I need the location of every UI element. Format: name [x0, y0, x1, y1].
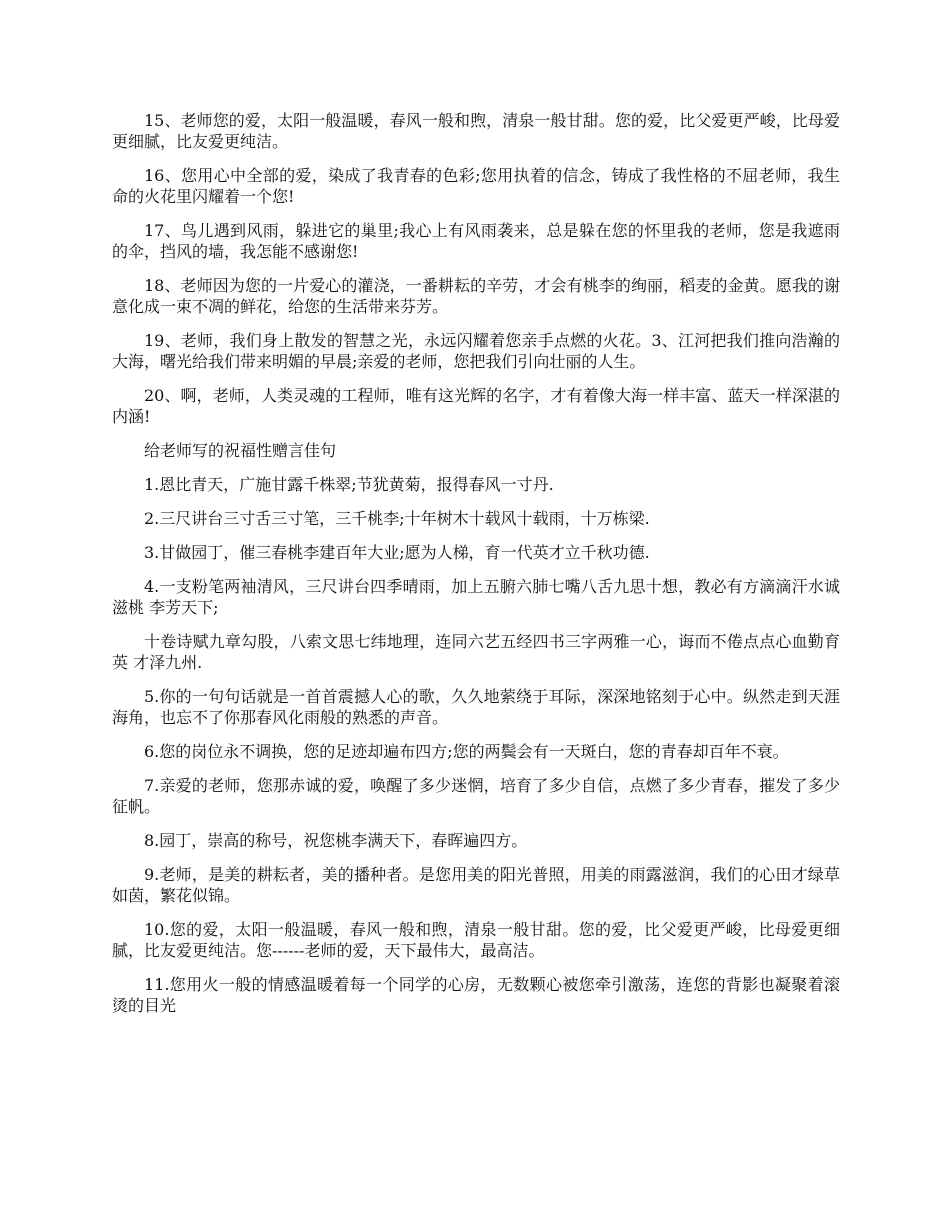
- list-item-7: 7.亲爱的老师，您那赤诚的爱，唤醒了多少迷惘，培育了多少自信，点燃了多少青春，摧发了多少征帆。: [112, 776, 840, 816]
- list-item-5: 5.你的一句句话就是一首首震撼人心的歌，久久地萦绕于耳际，深深地铭刻于心中。纵然走到天涯海角，也忘不了你那春风化雨般的熟悉的声音。: [112, 687, 840, 727]
- list-item-1: 1.恩比青天，广施甘露千株翠;节犹黄菊，报得春风一寸丹.: [144, 475, 554, 494]
- list-item-11: 11.您用火一般的情感温暖着每一个同学的心房，无数颗心被您牵引激荡，连您的背影也凝聚着滚烫的目光: [112, 975, 840, 1015]
- paragraph-15: 15、老师您的爱，太阳一般温暖，春风一般和煦，清泉一般甘甜。您的爱，比父爱更严峻，比母爱更细腻，比友爱更纯洁。: [112, 111, 840, 151]
- paragraph-20: 20、啊，老师，人类灵魂的工程师，唯有这光辉的名字，才有着像大海一样丰富、蓝天一样深湛的内涵!: [112, 386, 840, 426]
- list-item-10: 10.您的爱，太阳一般温暖，春风一般和煦，清泉一般甘甜。您的爱，比父爱更严峻，比母爱更细腻，比友爱更纯洁。您------老师的爱，天下最伟大，最高洁。: [112, 920, 840, 960]
- list-item-2: 2.三尺讲台三寸舌三寸笔，三千桃李;十年树木十载风十载雨，十万栋梁.: [144, 509, 650, 528]
- paragraph-18: 18、老师因为您的一片爱心的灌浇，一番耕耘的辛劳，才会有桃李的绚丽，稻麦的金黄。愿我的谢意化成一束不凋的鲜花，给您的生活带来芬芳。: [112, 276, 840, 316]
- list-item-4: 4.一支粉笔两袖清风，三尺讲台四季晴雨，加上五腑六肺七嘴八舌九思十想，教必有方滴滴汗水诚滋桃 李芳天下;: [112, 577, 840, 617]
- paragraph-17: 17、鸟儿遇到风雨，躲进它的巢里;我心上有风雨袭来，总是躲在您的怀里我的老师，您是我遮雨的伞，挡风的墙，我怎能不感谢您!: [112, 221, 840, 261]
- list-item-4-continued: 十卷诗赋九章勾股，八索文思七纬地理，连同六艺五经四书三字两雅一心，诲而不倦点点心血勤育英 才泽九州.: [112, 632, 840, 672]
- list-item-6: 6.您的岗位永不调换，您的足迹却遍布四方;您的两鬓会有一天斑白，您的青春却百年不衰。: [144, 742, 789, 761]
- paragraph-19: 19、老师，我们身上散发的智慧之光，永远闪耀着您亲手点燃的火花。3、江河把我们推向浩瀚的大海，曙光给我们带来明媚的早晨;亲爱的老师，您把我们引向壮丽的人生。: [112, 331, 840, 371]
- section-heading: 给老师写的祝福性赠言佳句: [144, 441, 337, 460]
- list-item-3: 3.甘做园丁，催三春桃李建百年大业;愿为人梯，育一代英才立千秋功德.: [144, 543, 650, 562]
- list-item-8: 8.园丁，崇高的称号，祝您桃李满天下，春晖遍四方。: [144, 831, 528, 850]
- paragraph-16: 16、您用心中全部的爱，染成了我青春的色彩;您用执着的信念，铸成了我性格的不屈老师，我生命的火花里闪耀着一个您!: [112, 166, 840, 206]
- list-item-9: 9.老师，是美的耕耘者，美的播种者。是您用美的阳光普照，用美的雨露滋润，我们的心田才绿草如茵，繁花似锦。: [112, 865, 840, 905]
- document-body: [112, 110, 840, 1029]
